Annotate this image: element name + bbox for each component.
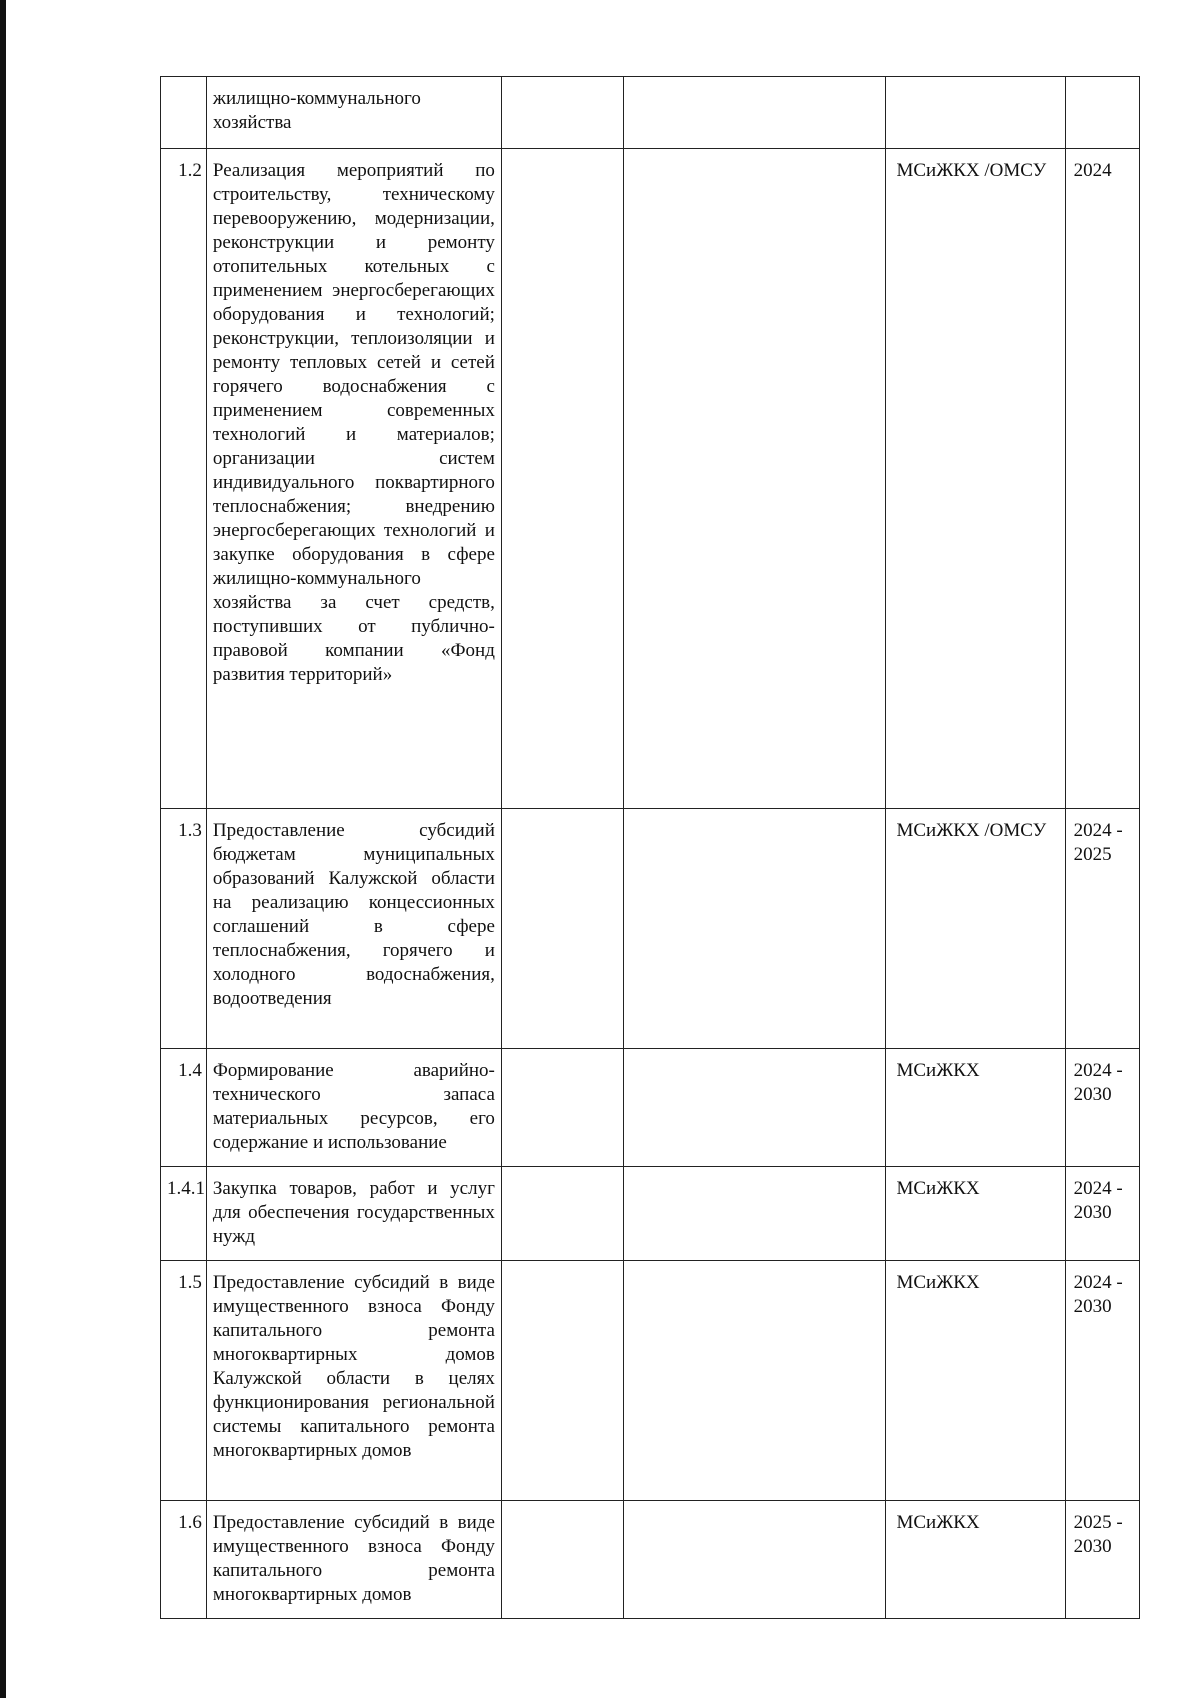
responsible-cell: МСиЖКХ — [886, 1501, 1065, 1619]
activity-description-cell: Предоставление субсидий в виде имущественного взноса Фонду капитального ремонта многоквартирных домов — [206, 1501, 501, 1619]
table-row — [161, 149, 1140, 809]
empty-cell — [501, 1049, 623, 1167]
empty-cell — [501, 1501, 623, 1619]
period-cell: 2024 - 2030 — [1065, 1261, 1139, 1501]
table-row — [161, 1261, 1140, 1501]
empty-cell — [624, 1049, 886, 1167]
empty-cell — [501, 77, 623, 149]
empty-cell — [501, 1261, 623, 1501]
empty-cell — [501, 149, 623, 809]
period-cell: 2024 — [1065, 149, 1139, 809]
responsible-cell: МСиЖКХ /ОМСУ — [886, 149, 1065, 809]
responsible-cell: МСиЖКХ /ОМСУ — [886, 809, 1065, 1049]
activity-description-cell: Предоставление субсидий бюджетам муниципальных образований Калужской области на реализацию концессионных соглашений в сфере теплоснабжения, горячего и холодного водоснабжения, водоотведения — [206, 809, 501, 1049]
table-row — [161, 1049, 1140, 1167]
row-number-cell: 1.3 — [161, 809, 207, 1049]
empty-cell — [624, 149, 886, 809]
period-cell: 2024 - 2030 — [1065, 1049, 1139, 1167]
table-row — [161, 809, 1140, 1049]
empty-cell — [624, 1261, 886, 1501]
empty-cell — [501, 1167, 623, 1261]
row-number-cell: 1.5 — [161, 1261, 207, 1501]
empty-cell — [501, 809, 623, 1049]
period-cell: 2024 - 2030 — [1065, 1167, 1139, 1261]
row-number-cell — [161, 77, 207, 149]
row-number-cell: 1.2 — [161, 149, 207, 809]
activity-description-cell: Предоставление субсидий в виде имущественного взноса Фонду капитального ремонта многоквартирных домов Калужской области в целях функционирования региональной системы капитального ремонта многоквартирных домов — [206, 1261, 501, 1501]
activity-description-cell: жилищно-коммунального хозяйства — [206, 77, 501, 149]
table-row — [161, 1501, 1140, 1619]
row-number-cell: 1.4 — [161, 1049, 207, 1167]
activity-description-cell: Закупка товаров, работ и услуг для обеспечения государственных нужд — [206, 1167, 501, 1261]
period-cell — [1065, 77, 1139, 149]
period-cell: 2024 - 2025 — [1065, 809, 1139, 1049]
responsible-cell: МСиЖКХ — [886, 1049, 1065, 1167]
table-row — [161, 77, 1140, 149]
activity-description-cell: Реализация мероприятий по строительству, техническому перевооружению, модернизации, реконструкции и ремонту отопительных котельных с применением энергосберегающих оборудования и технологий; реконструкции, теплоизоляции и ремонту тепловых сетей и сетей горячего водоснабжения с применением современных технологий и материалов; организации систем индивидуального поквартирного теплоснабжения; внедрению энергосберегающих технологий и закупке оборудования в сфере жилищно-коммунального хозяйства за счет средств, поступивших от публично-правовой компании «Фонд развития территорий» — [206, 149, 501, 809]
empty-cell — [624, 77, 886, 149]
activity-description-cell: Формирование аварийно-технического запаса материальных ресурсов, его содержание и использование — [206, 1049, 501, 1167]
responsible-cell: МСиЖКХ — [886, 1261, 1065, 1501]
responsible-cell — [886, 77, 1065, 149]
row-number-cell: 1.4.1 — [161, 1167, 207, 1261]
period-cell: 2025 - 2030 — [1065, 1501, 1139, 1619]
responsible-cell: МСиЖКХ — [886, 1167, 1065, 1261]
empty-cell — [624, 1501, 886, 1619]
row-number-cell: 1.6 — [161, 1501, 207, 1619]
table-row — [161, 1167, 1140, 1261]
empty-cell — [624, 809, 886, 1049]
scan-edge — [0, 0, 6, 1698]
program-activities-table — [160, 76, 1140, 1619]
empty-cell — [624, 1167, 886, 1261]
